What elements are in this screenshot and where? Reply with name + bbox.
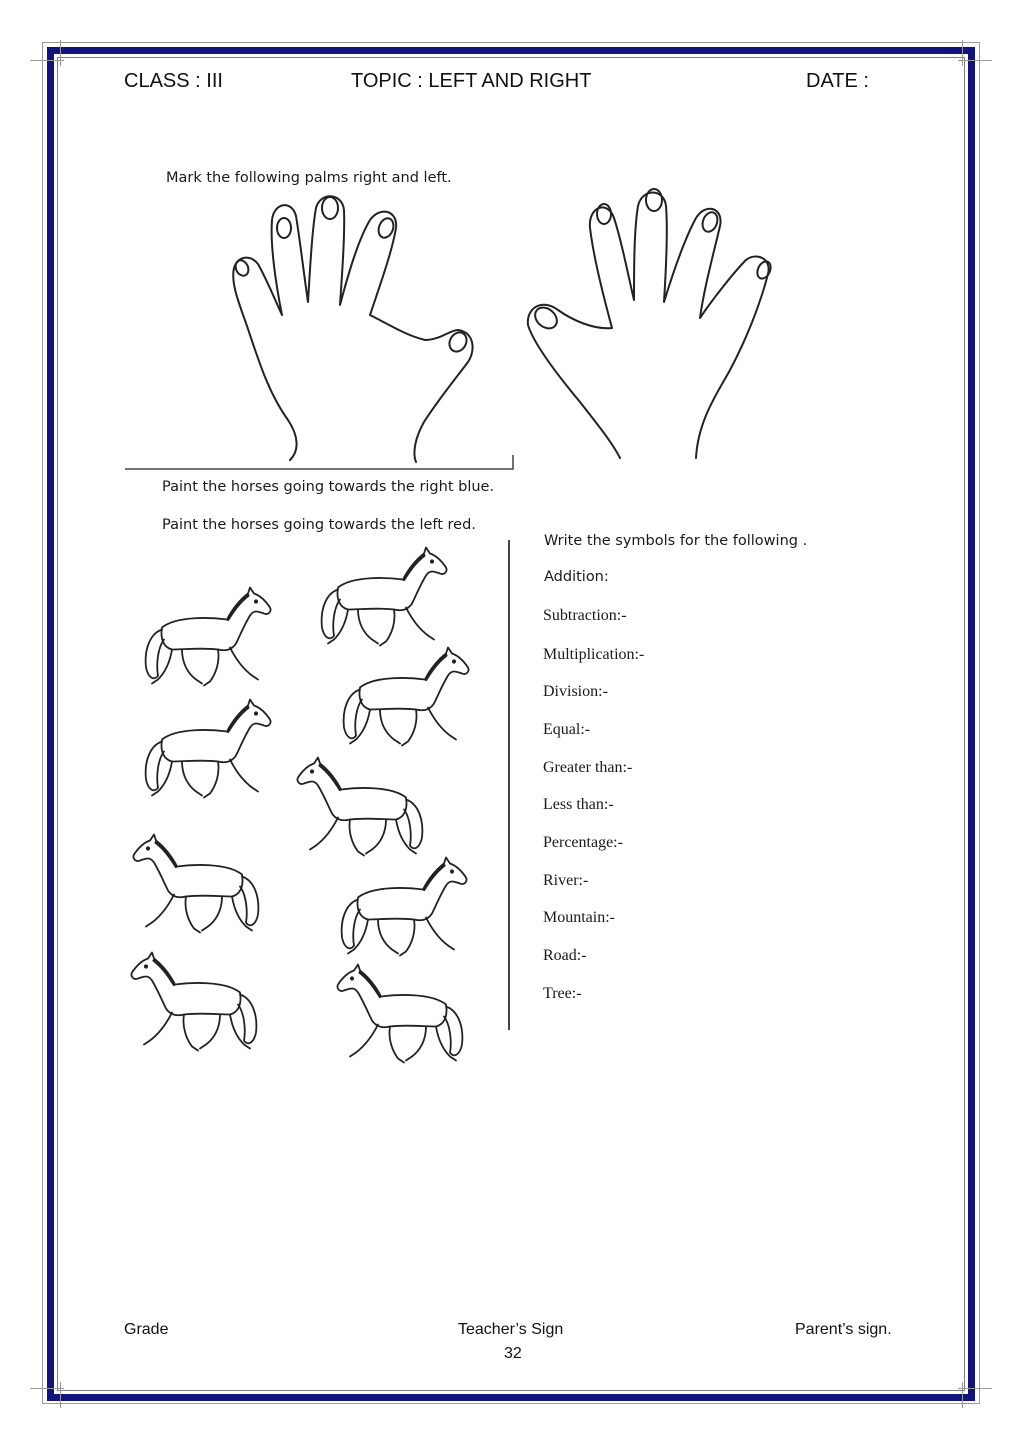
horse-right-1	[132, 585, 272, 690]
left-hand-drawing	[220, 190, 520, 465]
topic-label: TOPIC : LEFT AND RIGHT	[351, 70, 592, 92]
corner-mark	[60, 1382, 61, 1408]
symbol-item-river: River:-	[543, 872, 589, 889]
corner-mark	[958, 1388, 992, 1389]
symbol-item-mountain: Mountain:-	[543, 909, 615, 926]
symbol-item-addition: Addition:	[544, 569, 609, 585]
corner-mark	[60, 40, 61, 66]
corner-mark	[962, 40, 963, 66]
horse-right-2	[308, 545, 448, 650]
horse-right-3	[330, 645, 470, 750]
parent-sign-label: Parent’s sign.	[795, 1321, 892, 1338]
class-label: CLASS : III	[124, 70, 223, 92]
corner-mark	[30, 60, 64, 61]
grade-label: Grade	[124, 1321, 169, 1338]
corner-mark	[962, 1382, 963, 1408]
symbol-item-division: Division:-	[543, 683, 608, 700]
palms-instruction: Mark the following palms right and left.	[166, 170, 452, 186]
horse-left-4	[336, 962, 476, 1067]
symbol-item-tree: Tree:-	[543, 985, 582, 1002]
page-number: 32	[504, 1345, 522, 1362]
symbol-item-multiplication: Multiplication:-	[543, 646, 645, 663]
symbol-item-equal: Equal:-	[543, 721, 591, 738]
right-hand-drawing	[520, 180, 790, 465]
horse-right-5	[328, 855, 468, 960]
horse-left-3	[130, 950, 270, 1055]
date-label: DATE :	[806, 70, 869, 92]
teacher-sign-label: Teacher’s Sign	[458, 1321, 564, 1338]
horse-right-4	[132, 697, 272, 802]
symbol-item-subtraction: Subtraction:-	[543, 607, 627, 624]
scan-divider-line	[125, 455, 520, 473]
horse-left-2	[132, 832, 272, 937]
horses-instruction-blue: Paint the horses going towards the right blue.	[162, 479, 495, 495]
horse-left-1	[296, 755, 436, 860]
corner-mark	[30, 1388, 64, 1389]
horses-instruction-red: Paint the horses going towards the left red.	[162, 517, 476, 533]
symbol-item-percentage: Percentage:-	[543, 834, 623, 851]
symbol-item-less-than: Less than:-	[543, 796, 614, 813]
symbol-item-road: Road:-	[543, 947, 587, 964]
symbol-item-greater-than: Greater than:-	[543, 759, 633, 776]
column-divider	[508, 540, 510, 1030]
symbols-instruction: Write the symbols for the following .	[544, 533, 808, 549]
corner-mark	[958, 60, 992, 61]
